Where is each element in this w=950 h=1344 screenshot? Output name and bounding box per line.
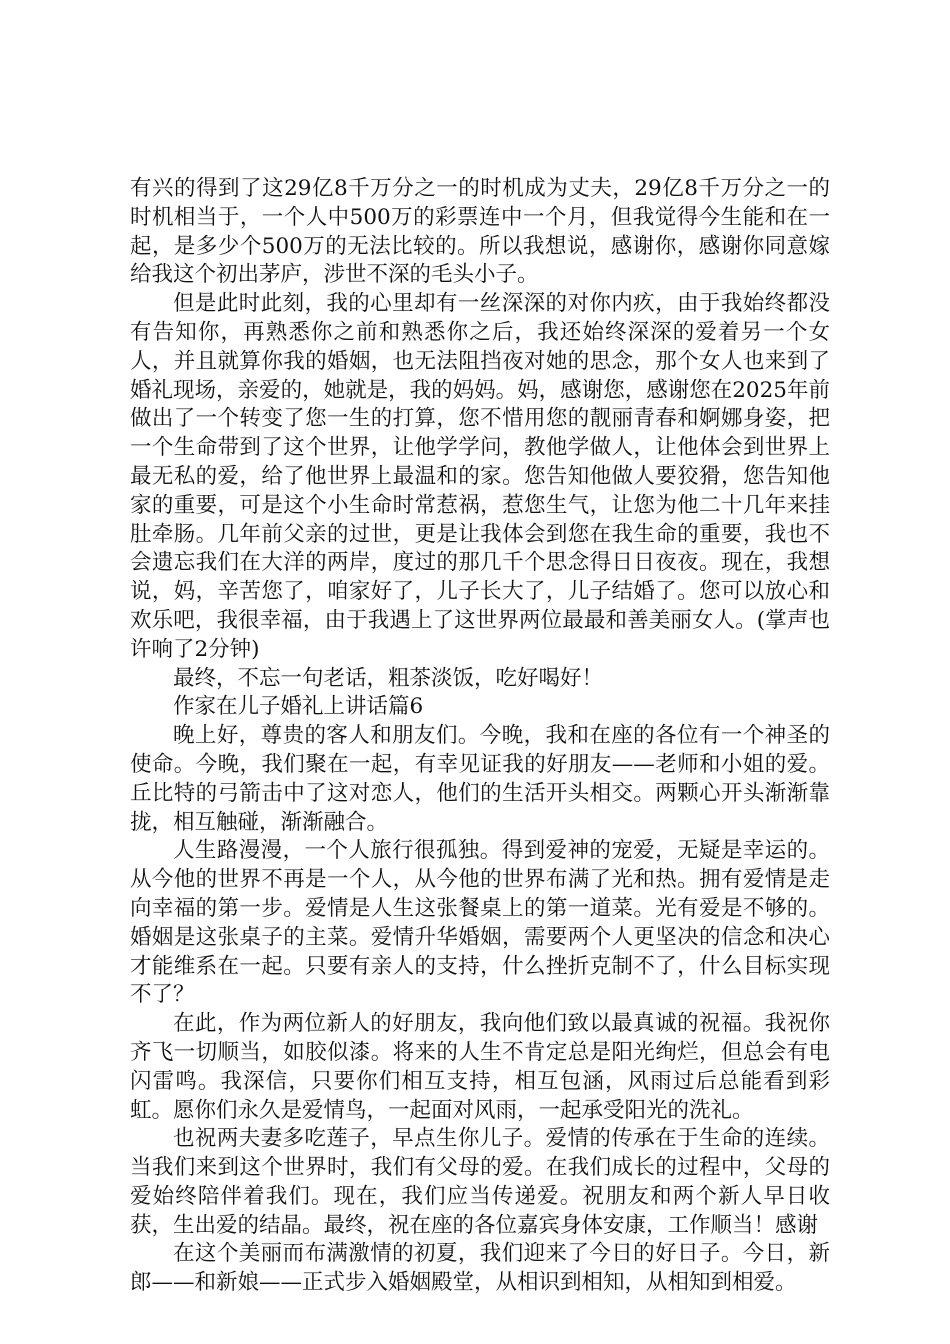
paragraph-7: 在此，作为两位新人的好朋友，我向他们致以最真诚的祝福。我祝你齐飞一切顺当，如胶似漆。将来的人生不肯定总是阳光绚烂，但总会有电闪雷鸣。我深信，只要你们相互支持，相互包涵，风雨过后总能看到彩虹。愿你们永久是爱情鸟，一起面对风雨，一起承受阳光的洗礼。 [130, 1011, 830, 1123]
paragraph-6: 人生路漫漫，一个人旅行很孤独。得到爱神的宠爱，无疑是幸运的。从今他的世界不再是一个人，从今他的世界布满了光和热。拥有爱情是走向幸福的第一步。爱情是人生这张餐桌上的第一道菜。光有爱是不够的。婚姻是这张桌子的主菜。爱情升华婚姻，需要两个人更坚决的信念和决心才能维系在一起。只要有亲人的支持，什么挫折克制不了，什么目标实现不了？ [130, 838, 830, 1008]
paragraph-8: 也祝两夫妻多吃莲子，早点生你儿子。爱情的传承在于生命的连续。当我们来到这个世界时，我们有父母的爱。在我们成长的过程中，父母的爱始终陪伴着我们。现在，我们应当传递爱。祝朋友和两个新人早日收获，生出爱的结晶。最终，祝在座的各位嘉宾身体安康，工作顺当！感谢 [130, 1126, 830, 1238]
paragraph-9: 在这个美丽而布满激情的初夏，我们迎来了今日的好日子。今日，新郎——和新娘——正式步入婚姻殿堂，从相识到相知，从相知到相爱。 [130, 1241, 830, 1296]
section-heading: 作家在儿子婚礼上讲话篇6 [173, 694, 424, 720]
paragraph-2: 但是此时此刻，我的心里却有一丝深深的对你内疚，由于我始终都没有告知你，再熟悉你之前和熟悉你之后，我还始终深深的爱着另一个女人，并且就算你我的婚姻，也无法阻挡夜对她的思念，那个女人也来到了婚礼现场，亲爱的，她就是，我的妈妈。妈，感谢您，感谢您在2025年前做出了一个转变了您一生的打算，您不惜用您的靓丽青春和婀娜身姿，把一个生命带到了这个世界，让他学学问，教他学做人，让他体会到世界上最无私的爱，给了他世界上最温和的家。您告知他做人要狡猾，您告知他家的重要，可是这个小生命时常惹祸，惹您生气，让您为他二十几年来挂肚牵肠。几年前父亲的过世，更是让我体会到您在我生命的重要，我也不会遗忘我们在大洋的两岸，度过的那几千个思念得日日夜夜。现在，我想说，妈，辛苦您了，咱家好了，儿子长大了，儿子结婚了。您可以放心和欢乐吧，我很幸福，由于我遇上了这世界两位最最和善美丽女人。(掌声也许响了2分钟) [130, 291, 830, 662]
paragraph-5: 晚上好，尊贵的客人和朋友们。今晚，我和在座的各位有一个神圣的使命。今晚，我们聚在一起，有幸见证我的好朋友——老师和小姐的爱。丘比特的弓箭击中了这对恋人，他们的生活开头相交。两颗心开头渐渐靠拢，相互触碰，渐渐融合。 [130, 723, 830, 835]
paragraph-1: 有兴的得到了这29亿8千万分之一的时机成为丈夫，29亿8千万分之一的时机相当于，一个人中500万的彩票连中一个月，但我觉得今生能和在一起，是多少个500万的无法比较的。所以我想说，感谢你，感谢你同意嫁给我这个初出茅庐，涉世不深的毛头小子。 [130, 176, 830, 288]
paragraph-3: 最终，不忘一句老话，粗茶淡饭，吃好喝好！ [173, 665, 604, 691]
document-body [130, 175, 830, 1298]
